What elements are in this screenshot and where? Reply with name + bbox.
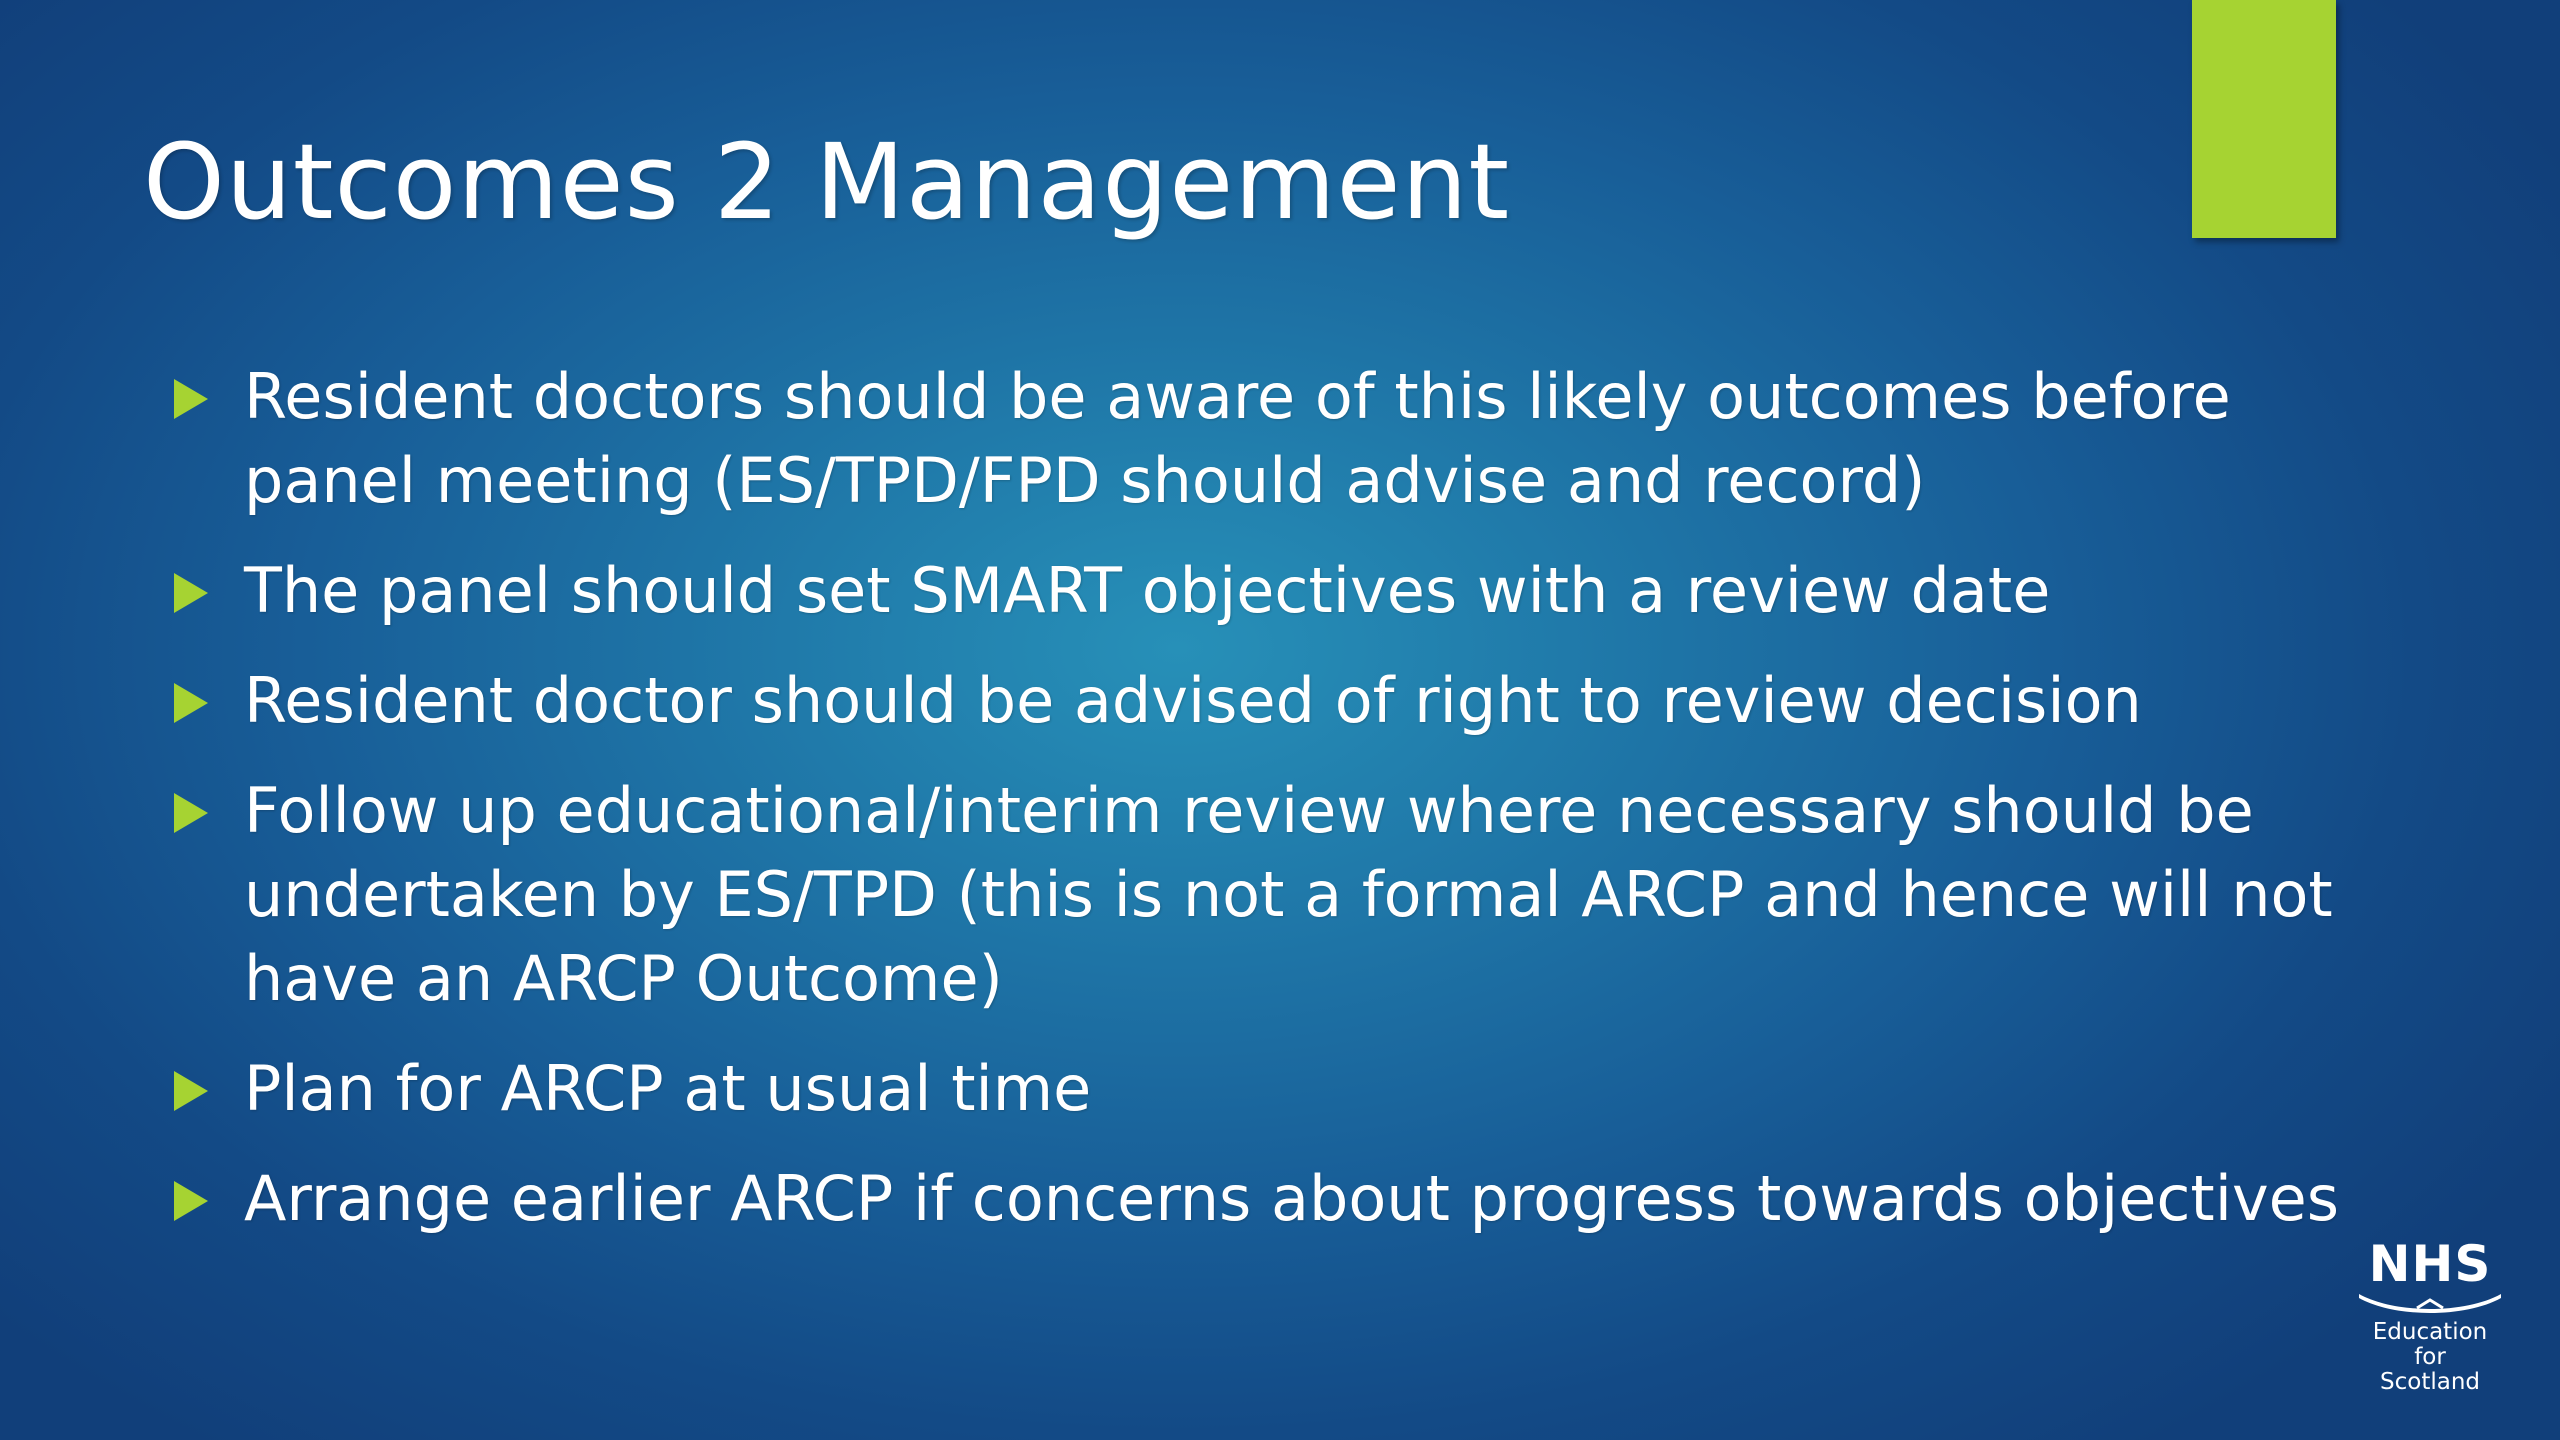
accent-bar	[2192, 0, 2336, 238]
bullet-text: Resident doctors should be aware of this likely outcomes before panel meeting (ES/TPD/FPD should advise and record)	[244, 360, 2231, 517]
triangle-bullet-icon	[174, 683, 208, 723]
bullet-item	[170, 659, 2360, 743]
logo-line-scotland: Scotland	[2380, 1369, 2480, 1395]
triangle-bullet-icon	[174, 1071, 208, 1111]
triangle-bullet-icon	[174, 793, 208, 833]
bullet-item	[170, 549, 2360, 633]
triangle-bullet-icon	[174, 379, 208, 419]
logo-line-for: for	[2414, 1344, 2446, 1370]
triangle-bullet-icon	[174, 573, 208, 613]
bullet-item	[170, 1157, 2360, 1241]
bullet-text: The panel should set SMART objectives with a review date	[244, 554, 2051, 627]
bullet-text: Plan for ARCP at usual time	[244, 1052, 1092, 1125]
slide-title: Outcomes 2 Management	[143, 121, 1511, 243]
bullet-item	[170, 769, 2360, 1021]
nhs-education-scotland-logo	[2350, 1236, 2510, 1396]
bullet-text: Follow up educational/interim review where necessary should be undertaken by ES/TPD (this is not a formal ARCP and hence will not have an ARCP Outcome)	[244, 774, 2333, 1015]
bullet-text: Arrange earlier ARCP if concerns about progress towards objectives	[244, 1162, 2340, 1235]
bullet-text: Resident doctor should be advised of right to review decision	[244, 664, 2142, 737]
triangle-bullet-icon	[174, 1181, 208, 1221]
bullet-item	[170, 355, 2360, 523]
bullet-item	[170, 1047, 2360, 1131]
bullet-list	[170, 355, 2360, 1267]
logo-line-education: Education	[2372, 1319, 2488, 1345]
logo-mark: NHS	[2368, 1235, 2492, 1293]
